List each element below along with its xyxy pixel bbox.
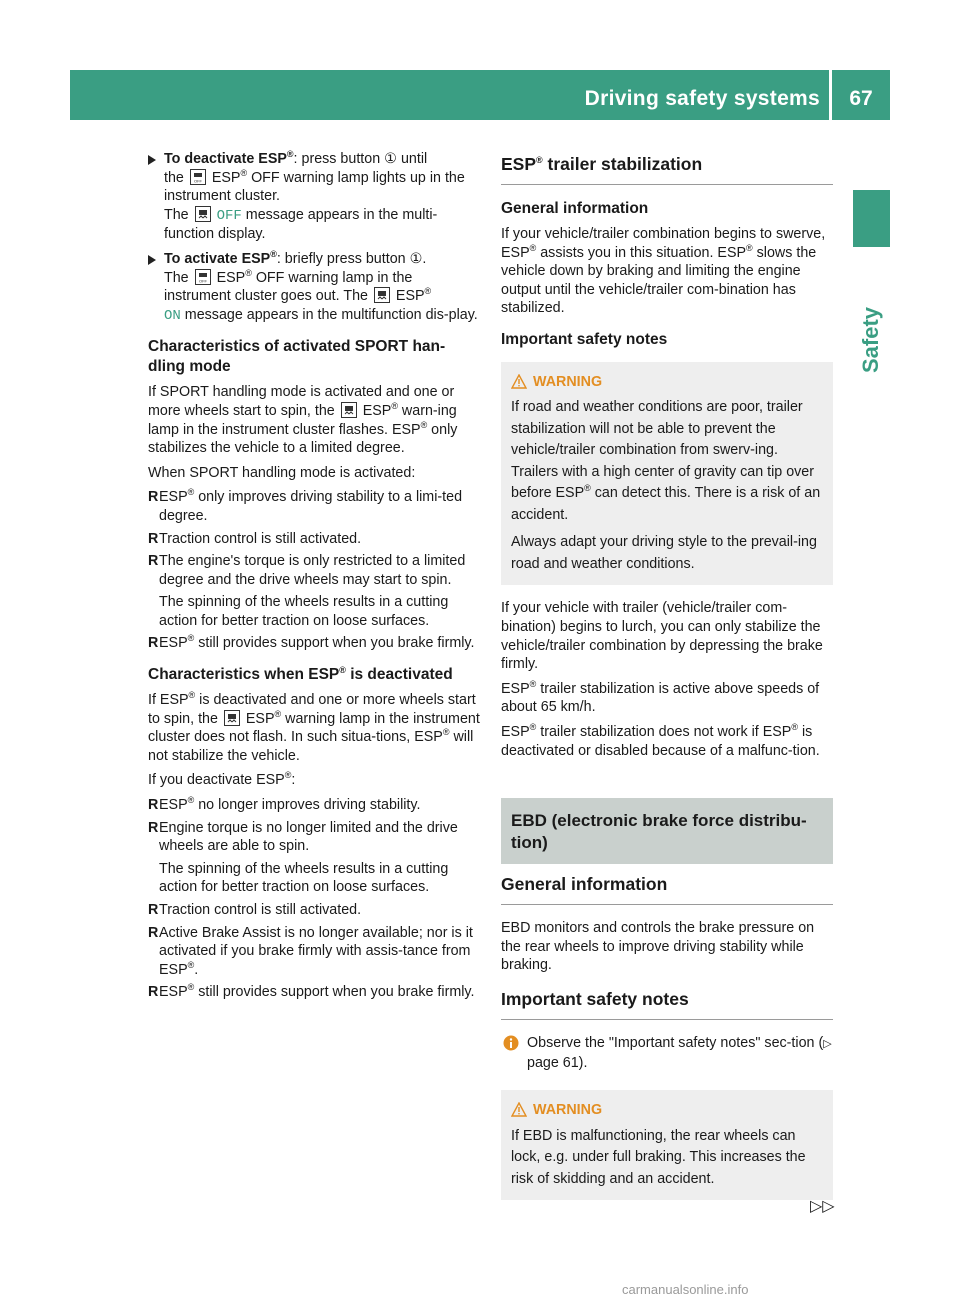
heading-safety-notes: Important safety notes — [501, 989, 833, 1020]
chapter-label-text: Safety — [858, 306, 883, 374]
esp-off-lamp-icon — [190, 169, 206, 185]
watermark: carmanualsonline.info — [622, 1282, 749, 1297]
left-column — [148, 150, 482, 1006]
list-item: R Traction control is still activated. — [148, 902, 362, 918]
warning-triangle-icon — [511, 374, 527, 389]
warning-title: WARNING — [511, 1100, 825, 1122]
esp-lamp-icon — [224, 710, 240, 726]
button-1-ref: ① — [409, 250, 423, 267]
right-column — [501, 146, 833, 1214]
step-lead: To activate ESP — [164, 250, 271, 267]
step-deactivate: To deactivate ESP®: press button ① until the OFF ESP® OFF warning lamp lights up in the instrument cluster. The OFF message appears in the multi-function display. — [148, 150, 482, 244]
list-item: R ESP® only improves driving stability to a limi-ted degree. — [148, 487, 463, 524]
paragraph: EBD monitors and controls the brake pressure on the rear wheels to improve driving stability while braking. — [501, 920, 815, 974]
header-title: Driving safety systems — [584, 87, 820, 110]
heading-esp-deactivated: Characteristics when ESP® is deactivated — [148, 664, 453, 684]
esp-lamp-icon — [341, 402, 357, 418]
heading-general-information: General information — [501, 874, 833, 905]
warning-title: WARNING — [511, 372, 825, 394]
svg-text:OFF: OFF — [193, 178, 202, 183]
info-note: Observe the "Important safety notes" sec-tion (▷ page 61). — [501, 1034, 833, 1072]
paragraph: If ESP® is deactivated and one or more wheels start to spin, the ESP® warning lamp in the instrument cluster does not flash. In such situa-tions, ESP® will not stabilize the vehicle. — [148, 690, 480, 764]
esp-lamp-icon — [195, 206, 211, 222]
warning-text: If road and weather conditions are poor, trailer stabilization will not be able to prevent the vehicle/trailer combination from swerv-ing. Trailers with a high center of gravity can tip over before ESP® can detect this. There is a risk of an accident. — [511, 399, 821, 523]
heading-safety-notes: Important safety notes — [501, 330, 668, 348]
list-item: R The engine's torque is only restricted to a limited degree and the drive wheels may start to spin. The spinning of the wheels results in a cutting action for better traction on loose surfaces. — [148, 553, 466, 629]
paragraph: If your vehicle/trailer combination begins to swerve, ESP® assists you in this situation. ESP® slows the vehicle down by braking and limiting the engine output until the vehicle/trailer com-bination has stabilized. — [501, 226, 826, 317]
list-item: R Engine torque is no longer limited and the drive wheels are able to spin. The spinning of the wheels results in a cutting action for better traction on loose surfaces. — [148, 819, 458, 896]
info-icon — [503, 1035, 519, 1051]
heading-sport-mode: Characteristics of activated SPORT han-dling mode — [148, 338, 446, 376]
list-item: R ESP® still provides support when you brake firmly. — [148, 982, 475, 1001]
warning-box — [501, 362, 833, 586]
button-1-ref: ① — [384, 151, 397, 167]
page-ref-arrow-icon: ▷ — [823, 1038, 832, 1050]
esp-lamp-icon — [374, 287, 390, 303]
heading-trailer-stabilization: ESP® trailer stabilization — [501, 154, 833, 185]
continue-arrows-icon: ▷▷ — [810, 1198, 835, 1215]
paragraph: If you deactivate ESP®: — [148, 770, 296, 789]
on-message: ON — [164, 307, 181, 324]
off-message: OFF — [216, 207, 242, 224]
paragraph: If SPORT handling mode is activated and one or more wheels start to spin, the ESP® warn-ing lamp in the instrument cluster flashes. ESP® only stabilizes the vehicle to a limited degree. — [148, 384, 458, 457]
warning-text: If EBD is malfunctioning, the rear wheels can lock, e.g. under full braking. This increases the risk of skidding and an accident. — [511, 1127, 806, 1187]
step-lead: To deactivate ESP — [164, 151, 287, 167]
esp-off-lamp-icon — [195, 269, 211, 285]
svg-text:OFF: OFF — [198, 278, 207, 283]
warning-box — [501, 1090, 833, 1200]
paragraph: When SPORT handling mode is activated: — [148, 464, 416, 481]
heading-general-information: General information — [501, 200, 649, 217]
list-item: R Traction control is still activated. — [148, 530, 362, 547]
list-item: R Active Brake Assist is no longer available; nor is it activated if you brake firmly with assis-tance from ESP®. — [148, 924, 473, 978]
step-activate: To activate ESP®: briefly press button ①. The OFF ESP® OFF warning lamp in the instrument cluster goes out. The ESP® ON message appears in the multifunction dis-play. — [148, 250, 482, 325]
chapter-tab — [853, 190, 890, 247]
paragraph: ESP® trailer stabilization does not work if ESP® is deactivated or disabled because of a malfunc-tion. — [501, 722, 820, 759]
warning-text: Always adapt your driving style to the prevail-ing road and weather conditions. — [511, 534, 817, 572]
list-item: R ESP® no longer improves driving stability. — [148, 795, 421, 814]
page-header — [70, 70, 890, 120]
page-number: 67 — [849, 87, 873, 110]
paragraph: ESP® trailer stabilization is active above speeds of about 65 km/h. — [501, 679, 820, 716]
paragraph: If your vehicle with trailer (vehicle/trailer com-bination) begins to lurch, you can only stabilize the vehicle/trailer combination by depressing the brake firmly. — [501, 600, 823, 673]
list-item: R ESP® still provides support when you brake firmly. — [148, 633, 475, 652]
section-ebd: EBD (electronic brake force distribu-tion) — [501, 798, 833, 864]
warning-triangle-icon — [511, 1102, 527, 1117]
